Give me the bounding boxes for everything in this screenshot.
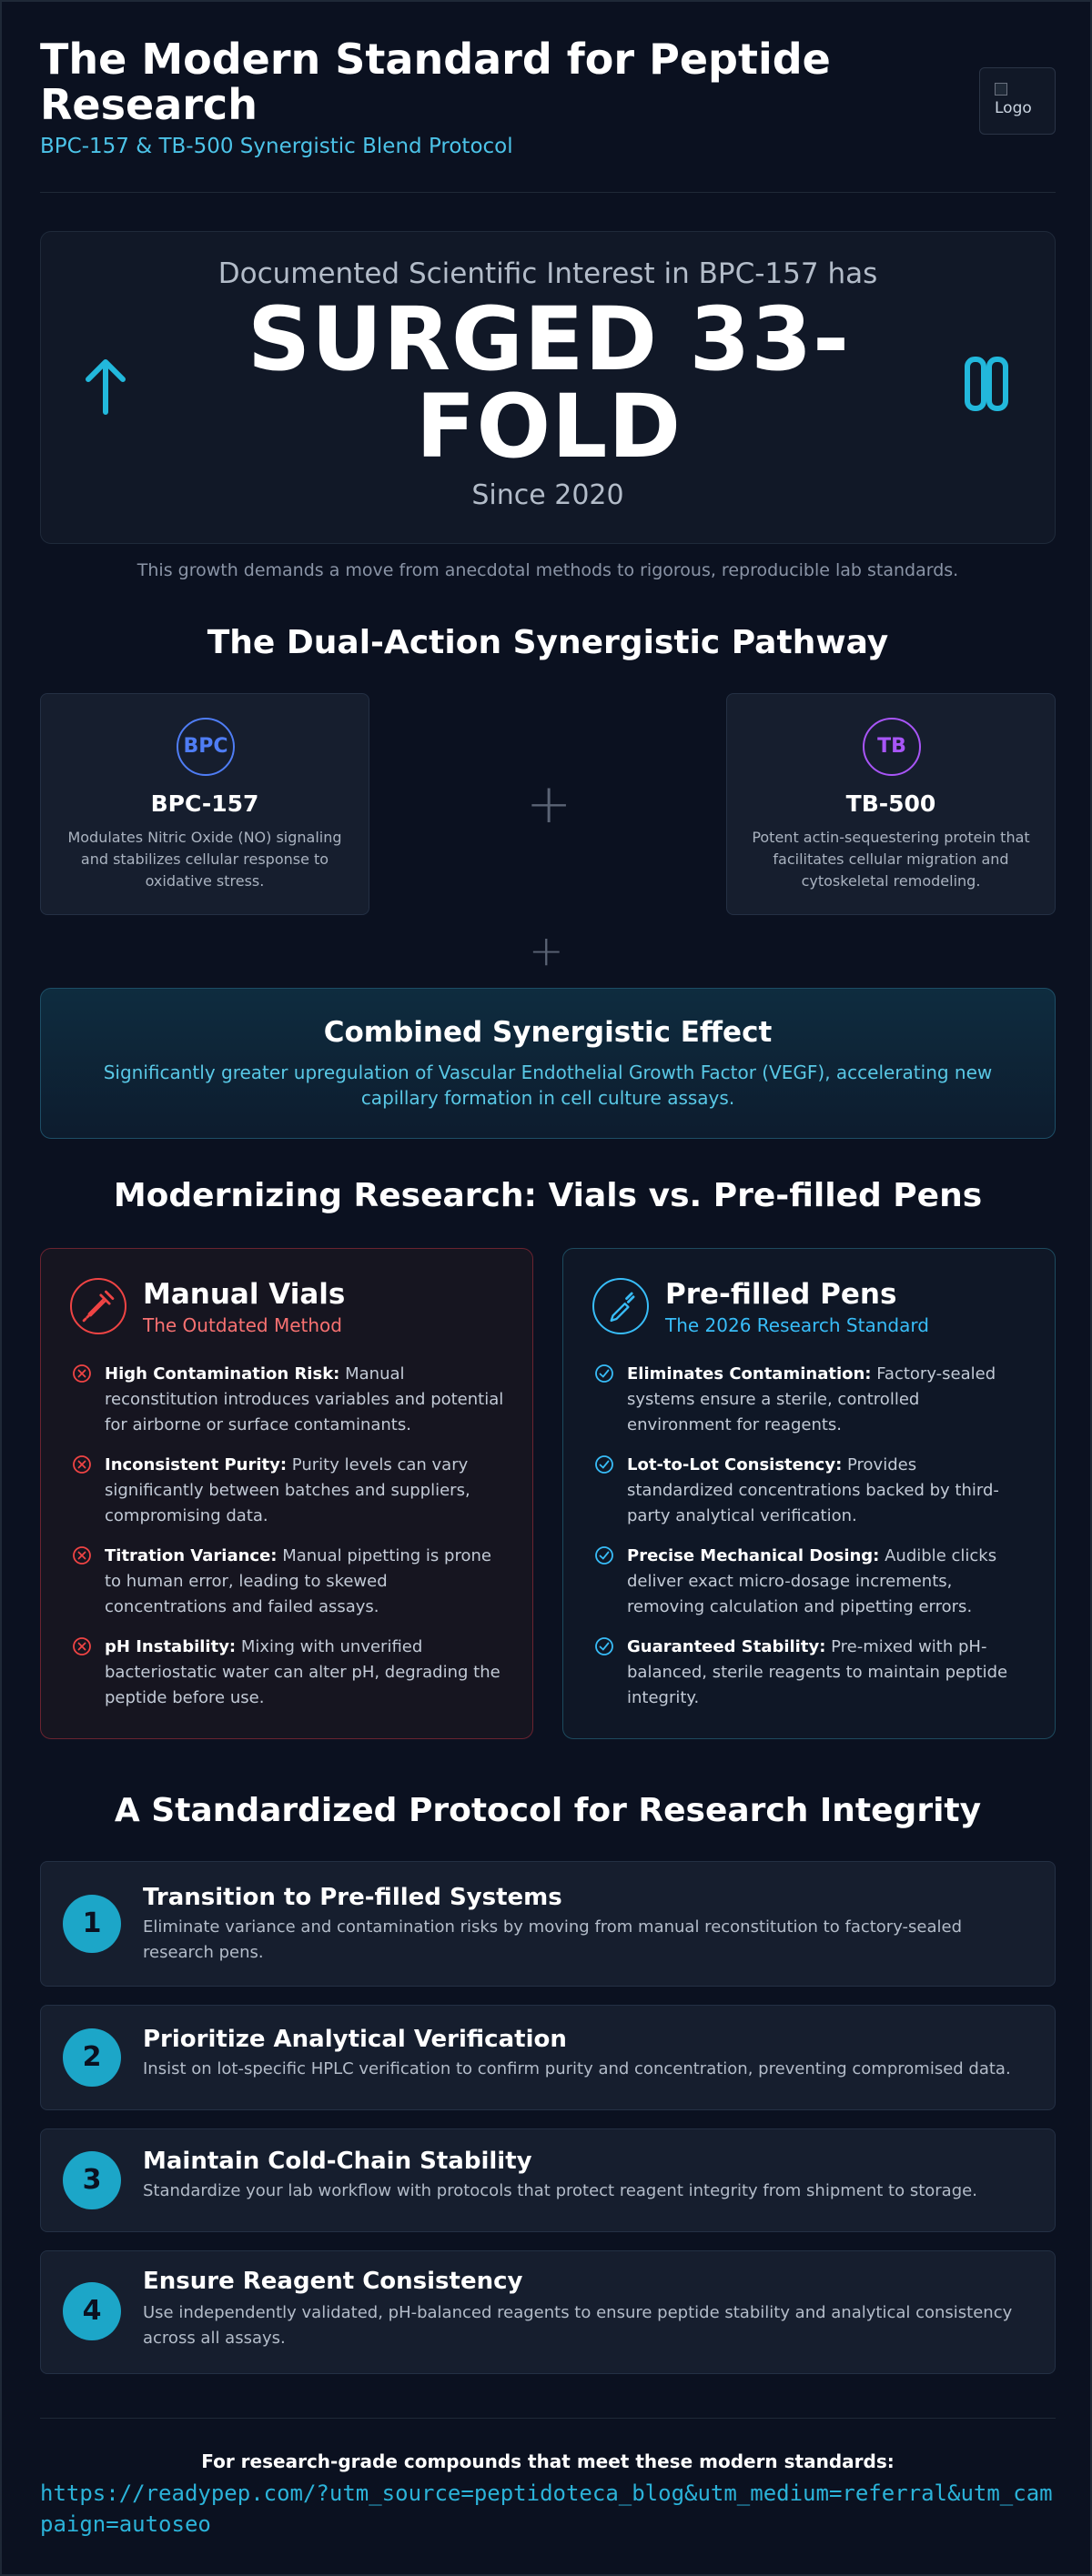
combined-effect-card (40, 988, 1056, 1139)
logo-alt-text: Logo (995, 99, 1032, 117)
comparison-item-body: Provides standardized concentrations backed by third-party analytical verification. (627, 1455, 999, 1525)
footer-cta: For research-grade compounds that meet these modern standards: (201, 2450, 895, 2472)
protocol-title: A Standardized Protocol for Research Integrity (114, 1792, 982, 1829)
comparison-item-text (105, 1635, 505, 1711)
broken-image-icon (995, 83, 1007, 96)
step-description: Eliminate variance and contamination risks by moving from manual reconstitution to factory-sealed research pens. (143, 1917, 963, 1962)
comparison-item-text (627, 1635, 1027, 1711)
comparison-item-text (105, 1453, 505, 1529)
comparison-item-label: Eliminates Contamination: (627, 1364, 872, 1384)
bpc157-description: Modulates Nitric Oxide (NO) signaling and stabilizes cellular response to oxidative stress. (67, 829, 342, 890)
page-subtitle: BPC-157 & TB-500 Synergistic Blend Protocol (40, 135, 513, 158)
step-title: Ensure Reagent Consistency (143, 2268, 523, 2295)
step-title: Transition to Pre-filled Systems (143, 1884, 562, 1911)
combined-effect-description: Significantly greater upregulation of Vascular Endothelial Growth Factor (VEGF), accelerating new capillary formation in cell culture assays. (103, 1062, 993, 1109)
hero-posttext: Since 2020 (471, 479, 624, 511)
step-number: 3 (63, 2151, 121, 2209)
hero-headline: SURGED 33-FOLD (248, 288, 850, 478)
comparison-item-label: Inconsistent Purity: (105, 1455, 288, 1474)
check-circle-icon (594, 1545, 614, 1565)
step-description: Insist on lot-specific HPLC verification to confirm purity and concentration, preventing compromised data. (143, 2059, 1011, 2078)
page-title: The Modern Standard for Peptide Research (40, 35, 831, 129)
vials-subtitle: The Outdated Method (143, 1314, 342, 1336)
step-number: 4 (63, 2282, 121, 2340)
logo (979, 67, 1056, 135)
comparison-item-text (627, 1362, 1027, 1438)
x-circle-icon (72, 1636, 92, 1656)
prefilled-pens-card (562, 1248, 1056, 1739)
step-number: 2 (63, 2028, 121, 2087)
step-description: Use independently validated, pH-balanced reagents to ensure peptide stability and analytical consistency across all assays. (143, 2303, 1013, 2348)
comparison-item-body: Mixing with unverified bacteriostatic water can alter pH, degrading the peptide before use. (105, 1637, 500, 1707)
tb500-description: Potent actin-sequestering protein that facilitates cellular migration and cytoskeletal remodeling. (752, 829, 1030, 890)
comparison-item-label: High Contamination Risk: (105, 1364, 340, 1384)
pens-title: Pre-filled Pens (665, 1278, 897, 1311)
footer-link[interactable]: https://readypep.com/?utm_source=peptidoteca_blog&utm_medium=referral&utm_campaign=autoseo (40, 2480, 1053, 2537)
vials-title: Manual Vials (143, 1278, 346, 1311)
comparison-item-body: Purity levels can vary significantly between batches and suppliers, compromising data. (105, 1455, 470, 1525)
comparison-item-label: Guaranteed Stability: (627, 1637, 826, 1656)
comparison-item-body: Pre-mixed with pH-balanced, sterile reagents to maintain peptide integrity. (627, 1637, 1008, 1707)
tb-badge: TB (863, 718, 921, 776)
header (40, 36, 1056, 193)
comparison-item-label: Precise Mechanical Dosing: (627, 1546, 880, 1565)
hero-stat-card (40, 231, 1056, 544)
comparison-item-body: Audible clicks deliver exact micro-dosage increments, removing calculation and pipetting errors. (627, 1546, 997, 1616)
protocol-step (40, 2005, 1056, 2110)
protocol-step (40, 2250, 1056, 2374)
bar-chart-icon (964, 356, 1011, 412)
pens-subtitle: The 2026 Research Standard (665, 1314, 929, 1336)
footer-divider (40, 2418, 1056, 2419)
check-circle-icon (594, 1636, 614, 1656)
step-title: Maintain Cold-Chain Stability (143, 2148, 532, 2175)
arrow-up-icon (83, 357, 128, 416)
plus-icon: + (526, 772, 572, 836)
pen-icon (592, 1278, 649, 1334)
comparison-item-label: pH Instability: (105, 1637, 237, 1656)
protocol-step (40, 1861, 1056, 1987)
step-title: Prioritize Analytical Verification (143, 2026, 567, 2053)
comparison-item-text (105, 1362, 505, 1438)
compare-title: Modernizing Research: Vials vs. Pre-filled Pens (113, 1177, 983, 1214)
hero-pretext: Documented Scientific Interest in BPC-157 has (217, 257, 878, 290)
bpc157-name: BPC-157 (150, 790, 259, 817)
step-number: 1 (63, 1895, 121, 1953)
comparison-item-label: Titration Variance: (105, 1546, 278, 1565)
protocol-step (40, 2128, 1056, 2232)
comparison-item-body: Manual pipetting is prone to human error, leading to skewed concentrations and failed assays. (105, 1546, 491, 1616)
check-circle-icon (594, 1454, 614, 1474)
bpc157-card (40, 693, 369, 915)
bpc-badge: BPC (177, 718, 235, 776)
comparison-item-body: Manual reconstitution introduces variables and potential for airborne or surface contaminants. (105, 1364, 504, 1434)
hero-note: This growth demands a move from anecdotal methods to rigorous, reproducible lab standards. (136, 560, 959, 580)
comparison-item-text (105, 1544, 505, 1620)
comparison-item-text (627, 1544, 1027, 1620)
combined-effect-title: Combined Synergistic Effect (323, 1016, 773, 1049)
plus-icon: + (529, 926, 564, 975)
x-circle-icon (72, 1363, 92, 1384)
comparison-item-label: Lot-to-Lot Consistency: (627, 1455, 843, 1474)
comparison-item-text (627, 1453, 1027, 1529)
comparison-item-body: Factory-sealed systems ensure a sterile, controlled environment for reagents. (627, 1364, 996, 1434)
x-circle-icon (72, 1545, 92, 1565)
manual-vials-card (40, 1248, 533, 1739)
dropper-icon (70, 1278, 126, 1334)
pathway-title: The Dual-Action Synergistic Pathway (207, 624, 889, 661)
x-circle-icon (72, 1454, 92, 1474)
tb500-card (726, 693, 1056, 915)
tb500-name: TB-500 (845, 790, 936, 817)
check-circle-icon (594, 1363, 614, 1384)
step-description: Standardize your lab workflow with protocols that protect reagent integrity from shipment to storage. (143, 2181, 977, 2200)
